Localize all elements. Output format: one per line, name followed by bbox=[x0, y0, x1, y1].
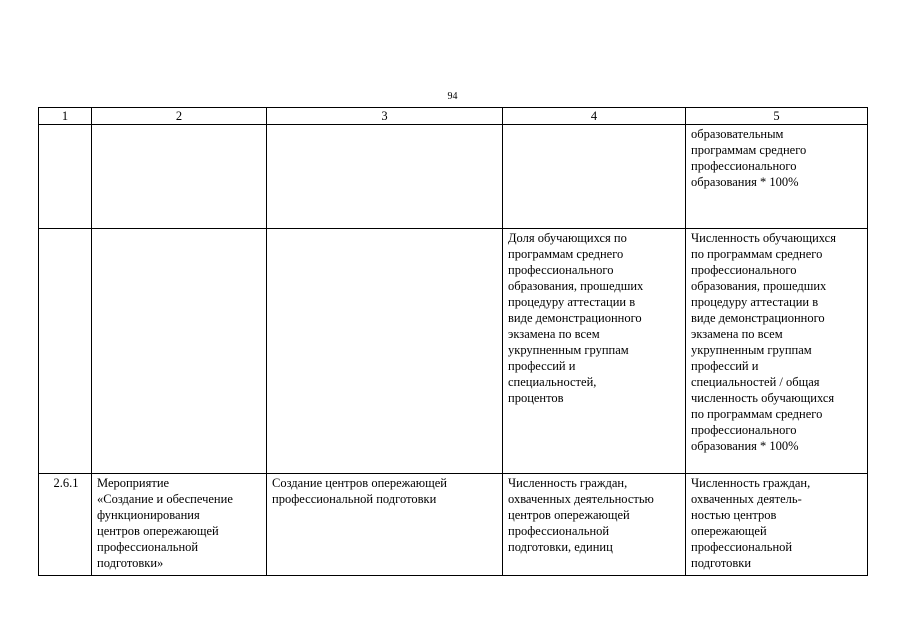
table-cell bbox=[267, 229, 503, 474]
table-cell bbox=[92, 125, 267, 229]
table-cell bbox=[267, 125, 503, 229]
cell-text: образовательным программам среднего профессионального образования * 100% bbox=[691, 127, 807, 189]
column-header-1: 1 bbox=[39, 108, 92, 125]
table-row bbox=[39, 125, 868, 229]
table-row bbox=[39, 229, 868, 474]
indicators-table bbox=[38, 107, 868, 576]
table-cell bbox=[92, 474, 267, 576]
table-cell bbox=[686, 474, 868, 576]
table-cell bbox=[39, 474, 92, 576]
cell-text: Численность граждан, охваченных деятельностью центров опережающей профессиональной подготовки, единиц bbox=[508, 476, 654, 554]
table-cell bbox=[503, 125, 686, 229]
table-cell bbox=[686, 229, 868, 474]
cell-text: Создание центров опережающей профессиональной подготовки bbox=[272, 476, 447, 506]
table-cell bbox=[39, 229, 92, 474]
table-cell bbox=[267, 474, 503, 576]
table-cell bbox=[503, 229, 686, 474]
column-header-4: 4 bbox=[503, 108, 686, 125]
table-cell bbox=[92, 229, 267, 474]
table-cell bbox=[686, 125, 868, 229]
column-header-3: 3 bbox=[267, 108, 503, 125]
table-row bbox=[39, 474, 868, 576]
table-cell bbox=[39, 125, 92, 229]
column-header-5: 5 bbox=[686, 108, 868, 125]
cell-text: Мероприятие «Создание и обеспечение функционирования центров опережающей профессиональной подготовки» bbox=[97, 476, 233, 570]
cell-text: Численность обучающихся по программам среднего профессионального образования, прошедших процедуру аттестации в виде демонстрационного экзамена по всем укрупненным группам профессий и специальностей / общая численность обучающихся по программам среднего профессионального образования * 100% bbox=[691, 231, 836, 453]
table-cell bbox=[503, 474, 686, 576]
cell-text: Численность граждан, охваченных деятель- ностью центров опережающей профессиональной подготовки bbox=[691, 476, 811, 570]
page-number: 94 bbox=[447, 91, 458, 102]
column-header-2: 2 bbox=[92, 108, 267, 125]
table-header-row bbox=[39, 108, 868, 125]
row-number: 2.6.1 bbox=[53, 476, 79, 490]
cell-text: Доля обучающихся по программам среднего профессионального образования, прошедших процедуру аттестации в виде демонстрационного экзамена по всем укрупненным группам профессий и специальностей, процентов bbox=[508, 231, 644, 405]
